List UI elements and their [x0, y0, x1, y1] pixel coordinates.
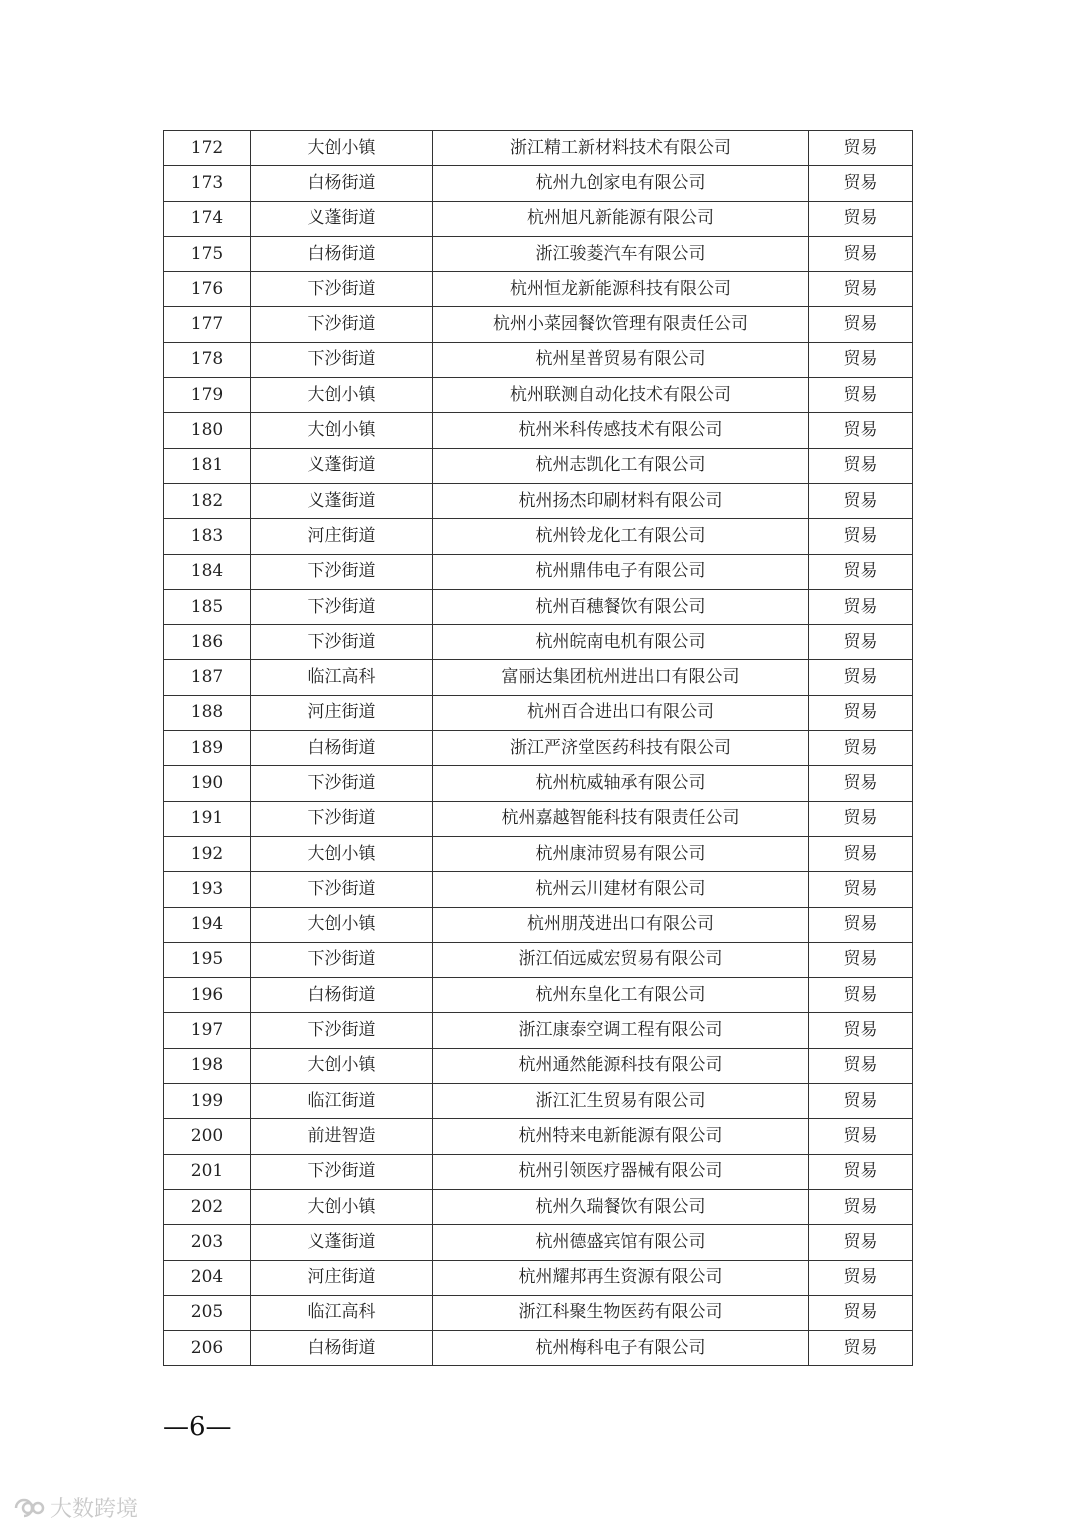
table-row [164, 625, 913, 660]
row-number-cell: 180 [164, 413, 251, 448]
area-cell: 下沙街道 [251, 872, 433, 907]
table-row [164, 1119, 913, 1154]
table-row [164, 695, 913, 730]
area-cell: 下沙街道 [251, 625, 433, 660]
table-row [164, 236, 913, 271]
table-row [164, 731, 913, 766]
category-cell: 贸易 [809, 907, 913, 942]
row-number-cell: 204 [164, 1260, 251, 1295]
area-cell: 临江高科 [251, 660, 433, 695]
table-row [164, 766, 913, 801]
category-cell: 贸易 [809, 166, 913, 201]
area-cell: 大创小镇 [251, 1048, 433, 1083]
category-cell: 贸易 [809, 554, 913, 589]
table-row [164, 942, 913, 977]
category-cell: 贸易 [809, 272, 913, 307]
company-name-cell: 杭州通然能源科技有限公司 [433, 1048, 809, 1083]
area-cell: 河庄街道 [251, 1260, 433, 1295]
page-number: —6— [163, 1412, 232, 1442]
table-row [164, 801, 913, 836]
area-cell: 白杨街道 [251, 1331, 433, 1366]
table-row [164, 1225, 913, 1260]
company-name-cell: 杭州引领医疗器械有限公司 [433, 1154, 809, 1189]
area-cell: 下沙街道 [251, 342, 433, 377]
row-number-cell: 199 [164, 1084, 251, 1119]
row-number-cell: 205 [164, 1295, 251, 1330]
table-row [164, 378, 913, 413]
category-cell: 贸易 [809, 1084, 913, 1119]
table-row [164, 589, 913, 624]
category-cell: 贸易 [809, 625, 913, 660]
row-number-cell: 188 [164, 695, 251, 730]
company-name-cell: 杭州扬杰印刷材料有限公司 [433, 483, 809, 518]
company-name-cell: 杭州东皇化工有限公司 [433, 978, 809, 1013]
category-cell: 贸易 [809, 131, 913, 166]
table-row [164, 307, 913, 342]
area-cell: 大创小镇 [251, 413, 433, 448]
company-name-cell: 杭州皖南电机有限公司 [433, 625, 809, 660]
category-cell: 贸易 [809, 1225, 913, 1260]
area-cell: 下沙街道 [251, 589, 433, 624]
area-cell: 下沙街道 [251, 766, 433, 801]
company-name-cell: 杭州德盛宾馆有限公司 [433, 1225, 809, 1260]
company-name-cell: 杭州鼎伟电子有限公司 [433, 554, 809, 589]
company-name-cell: 杭州恒龙新能源科技有限公司 [433, 272, 809, 307]
table-row [164, 342, 913, 377]
company-name-cell: 浙江严济堂医药科技有限公司 [433, 731, 809, 766]
category-cell: 贸易 [809, 1013, 913, 1048]
company-name-cell: 杭州杭威轴承有限公司 [433, 766, 809, 801]
area-cell: 河庄街道 [251, 695, 433, 730]
category-cell: 贸易 [809, 413, 913, 448]
company-name-cell: 杭州朋茂进出口有限公司 [433, 907, 809, 942]
category-cell: 贸易 [809, 1189, 913, 1224]
table-row [164, 483, 913, 518]
row-number-cell: 178 [164, 342, 251, 377]
row-number-cell: 185 [164, 589, 251, 624]
company-name-cell: 杭州小菜园餐饮管理有限责任公司 [433, 307, 809, 342]
row-number-cell: 172 [164, 131, 251, 166]
company-name-cell: 杭州百穗餐饮有限公司 [433, 589, 809, 624]
category-cell: 贸易 [809, 1295, 913, 1330]
area-cell: 下沙街道 [251, 272, 433, 307]
company-name-cell: 浙江骏菱汽车有限公司 [433, 236, 809, 271]
company-name-cell: 杭州久瑞餐饮有限公司 [433, 1189, 809, 1224]
category-cell: 贸易 [809, 342, 913, 377]
row-number-cell: 181 [164, 448, 251, 483]
area-cell: 义蓬街道 [251, 201, 433, 236]
area-cell: 白杨街道 [251, 731, 433, 766]
category-cell: 贸易 [809, 1154, 913, 1189]
row-number-cell: 191 [164, 801, 251, 836]
row-number-cell: 175 [164, 236, 251, 271]
company-name-cell: 杭州云川建材有限公司 [433, 872, 809, 907]
row-number-cell: 193 [164, 872, 251, 907]
row-number-cell: 189 [164, 731, 251, 766]
table-row [164, 1013, 913, 1048]
company-name-cell: 杭州联测自动化技术有限公司 [433, 378, 809, 413]
row-number-cell: 200 [164, 1119, 251, 1154]
area-cell: 河庄街道 [251, 519, 433, 554]
table-row [164, 413, 913, 448]
row-number-cell: 174 [164, 201, 251, 236]
table-row [164, 1331, 913, 1366]
company-name-cell: 杭州特来电新能源有限公司 [433, 1119, 809, 1154]
area-cell: 下沙街道 [251, 1154, 433, 1189]
table-row [164, 872, 913, 907]
area-cell: 大创小镇 [251, 907, 433, 942]
category-cell: 贸易 [809, 872, 913, 907]
category-cell: 贸易 [809, 307, 913, 342]
company-name-cell: 杭州耀邦再生资源有限公司 [433, 1260, 809, 1295]
area-cell: 大创小镇 [251, 378, 433, 413]
area-cell: 大创小镇 [251, 836, 433, 871]
row-number-cell: 176 [164, 272, 251, 307]
area-cell: 义蓬街道 [251, 448, 433, 483]
area-cell: 义蓬街道 [251, 1225, 433, 1260]
category-cell: 贸易 [809, 236, 913, 271]
company-name-cell: 杭州旭凡新能源有限公司 [433, 201, 809, 236]
table-row [164, 519, 913, 554]
category-cell: 贸易 [809, 201, 913, 236]
table-row [164, 1048, 913, 1083]
table-row [164, 978, 913, 1013]
area-cell: 义蓬街道 [251, 483, 433, 518]
table-row [164, 907, 913, 942]
table-row [164, 448, 913, 483]
area-cell: 白杨街道 [251, 236, 433, 271]
row-number-cell: 182 [164, 483, 251, 518]
company-name-cell: 浙江精工新材料技术有限公司 [433, 131, 809, 166]
company-name-cell: 浙江汇生贸易有限公司 [433, 1084, 809, 1119]
table-row [164, 272, 913, 307]
logo-icon [12, 1496, 46, 1520]
area-cell: 下沙街道 [251, 307, 433, 342]
company-name-cell: 杭州星普贸易有限公司 [433, 342, 809, 377]
table-row [164, 660, 913, 695]
table-row [164, 1295, 913, 1330]
row-number-cell: 187 [164, 660, 251, 695]
row-number-cell: 194 [164, 907, 251, 942]
company-name-cell: 杭州九创家电有限公司 [433, 166, 809, 201]
table-row [164, 1084, 913, 1119]
category-cell: 贸易 [809, 519, 913, 554]
category-cell: 贸易 [809, 448, 913, 483]
table-row [164, 1260, 913, 1295]
company-name-cell: 杭州百合进出口有限公司 [433, 695, 809, 730]
row-number-cell: 173 [164, 166, 251, 201]
area-cell: 白杨街道 [251, 166, 433, 201]
area-cell: 白杨街道 [251, 978, 433, 1013]
table-row [164, 836, 913, 871]
table-row [164, 1154, 913, 1189]
area-cell: 下沙街道 [251, 1013, 433, 1048]
row-number-cell: 202 [164, 1189, 251, 1224]
company-name-cell: 浙江佰远威宏贸易有限公司 [433, 942, 809, 977]
category-cell: 贸易 [809, 1331, 913, 1366]
row-number-cell: 197 [164, 1013, 251, 1048]
category-cell: 贸易 [809, 1260, 913, 1295]
table-body [164, 131, 913, 1366]
category-cell: 贸易 [809, 836, 913, 871]
company-name-cell: 杭州志凯化工有限公司 [433, 448, 809, 483]
category-cell: 贸易 [809, 695, 913, 730]
company-name-cell: 杭州嘉越智能科技有限责任公司 [433, 801, 809, 836]
table-row [164, 201, 913, 236]
area-cell: 大创小镇 [251, 131, 433, 166]
watermark-text: 大数跨境 [50, 1497, 139, 1522]
row-number-cell: 196 [164, 978, 251, 1013]
company-name-cell: 杭州梅科电子有限公司 [433, 1331, 809, 1366]
row-number-cell: 190 [164, 766, 251, 801]
row-number-cell: 195 [164, 942, 251, 977]
table-row [164, 166, 913, 201]
table-row [164, 1189, 913, 1224]
watermark [12, 1492, 138, 1523]
area-cell: 下沙街道 [251, 801, 433, 836]
row-number-cell: 186 [164, 625, 251, 660]
category-cell: 贸易 [809, 589, 913, 624]
category-cell: 贸易 [809, 1119, 913, 1154]
row-number-cell: 198 [164, 1048, 251, 1083]
category-cell: 贸易 [809, 801, 913, 836]
row-number-cell: 203 [164, 1225, 251, 1260]
area-cell: 大创小镇 [251, 1189, 433, 1224]
category-cell: 贸易 [809, 660, 913, 695]
area-cell: 临江街道 [251, 1084, 433, 1119]
area-cell: 下沙街道 [251, 942, 433, 977]
company-name-cell: 杭州米科传感技术有限公司 [433, 413, 809, 448]
row-number-cell: 201 [164, 1154, 251, 1189]
company-name-cell: 浙江科聚生物医药有限公司 [433, 1295, 809, 1330]
company-name-cell: 富丽达集团杭州进出口有限公司 [433, 660, 809, 695]
company-name-cell: 杭州铃龙化工有限公司 [433, 519, 809, 554]
category-cell: 贸易 [809, 731, 913, 766]
category-cell: 贸易 [809, 1048, 913, 1083]
table-row [164, 554, 913, 589]
row-number-cell: 177 [164, 307, 251, 342]
row-number-cell: 179 [164, 378, 251, 413]
category-cell: 贸易 [809, 378, 913, 413]
category-cell: 贸易 [809, 483, 913, 518]
area-cell: 下沙街道 [251, 554, 433, 589]
category-cell: 贸易 [809, 978, 913, 1013]
row-number-cell: 192 [164, 836, 251, 871]
company-name-cell: 杭州康沛贸易有限公司 [433, 836, 809, 871]
category-cell: 贸易 [809, 942, 913, 977]
table-row [164, 131, 913, 166]
row-number-cell: 184 [164, 554, 251, 589]
row-number-cell: 206 [164, 1331, 251, 1366]
row-number-cell: 183 [164, 519, 251, 554]
area-cell: 临江高科 [251, 1295, 433, 1330]
category-cell: 贸易 [809, 766, 913, 801]
area-cell: 前进智造 [251, 1119, 433, 1154]
company-name-cell: 浙江康泰空调工程有限公司 [433, 1013, 809, 1048]
company-list-table [163, 130, 913, 1366]
